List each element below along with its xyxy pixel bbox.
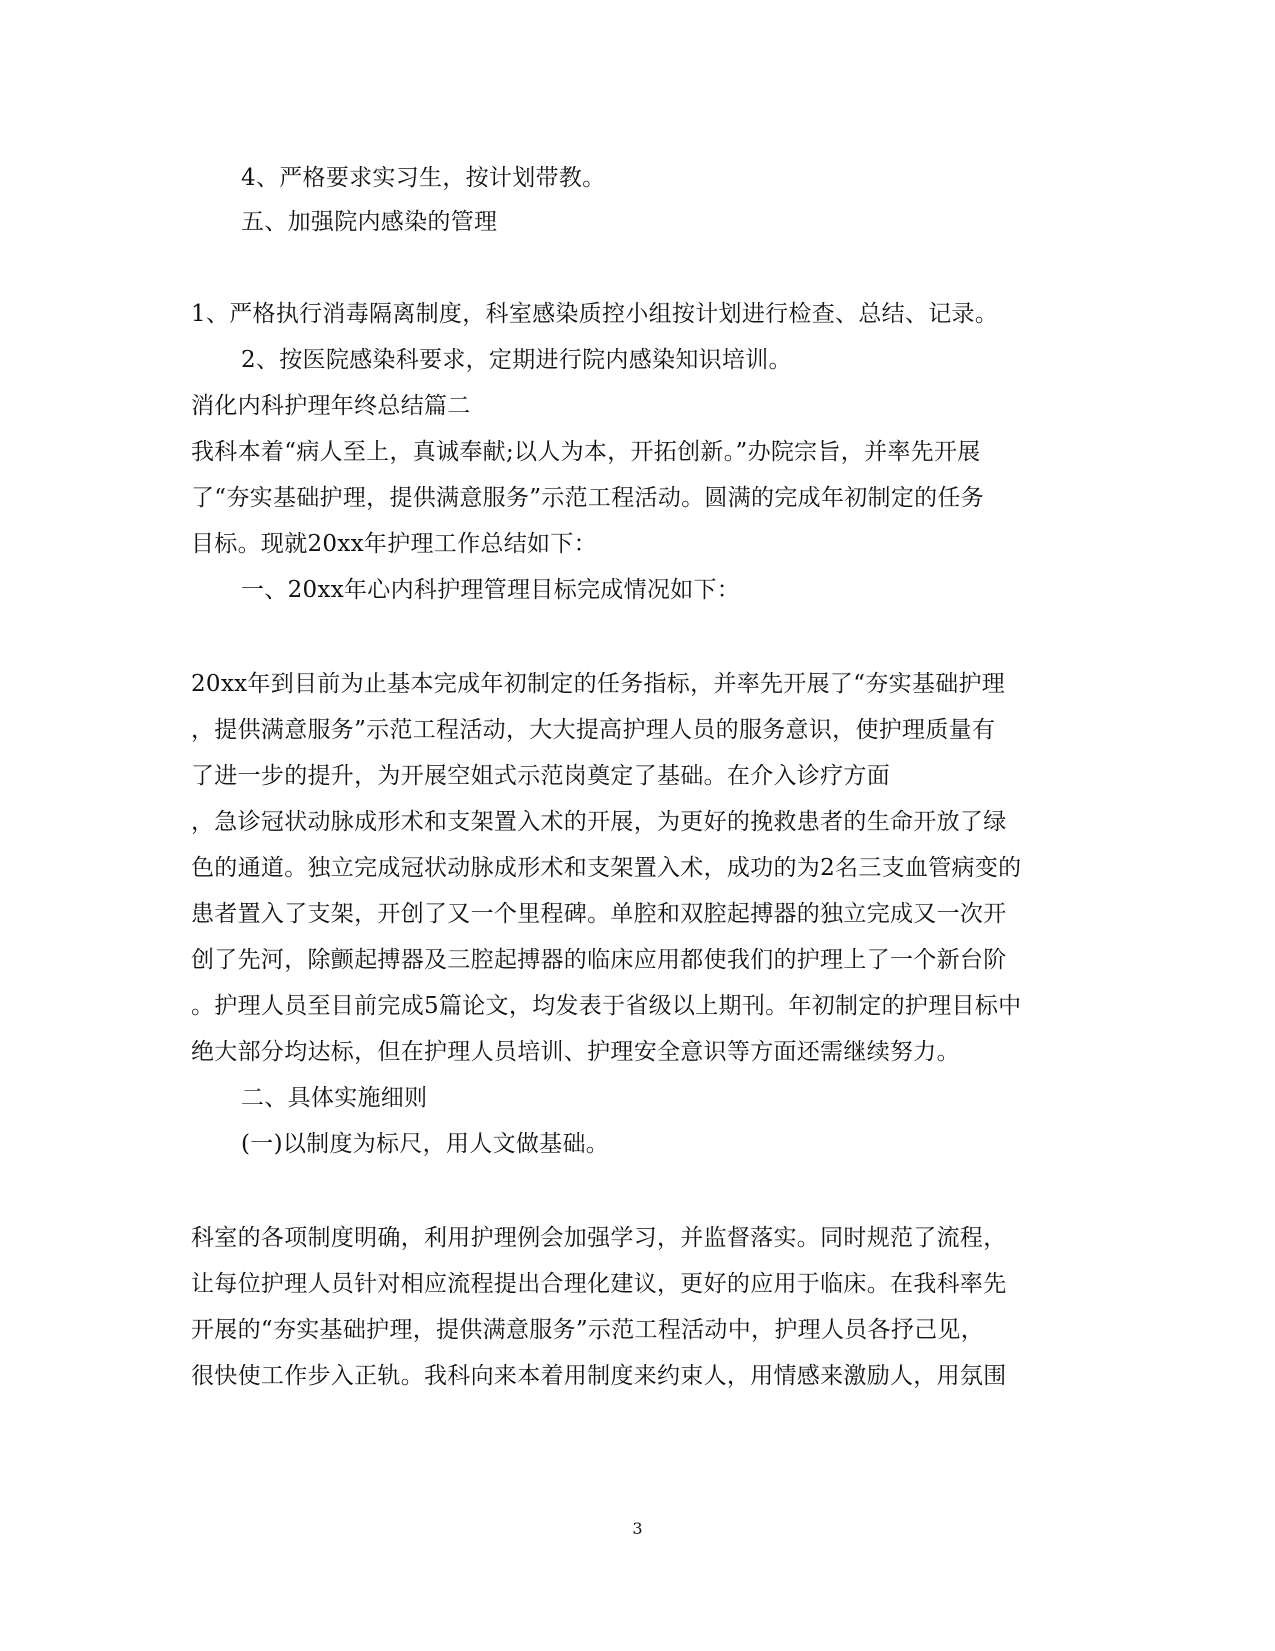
paragraph-line: 了进一步的提升，为开展空姐式示范岗奠定了基础。在介入诊疗方面 [191, 763, 890, 789]
paragraph-line: 了“夯实基础护理，提供满意服务”示范工程活动。圆满的完成年初制定的任务 [191, 485, 985, 511]
paragraph-line: 让每位护理人员针对相应流程提出合理化建议，更好的应用于临床。在我科率先 [191, 1271, 1007, 1297]
subsection-heading: (一)以制度为标尺，用人文做基础。 [241, 1131, 610, 1157]
page-number: 3 [632, 1519, 643, 1538]
paragraph-line: ，提供满意服务”示范工程活动，大大提高护理人员的服务意识，使护理质量有 [191, 717, 996, 743]
paragraph-line: 我科本着“病人至上，真诚奉献;以人为本，开拓创新。”办院宗旨，并率先开展 [191, 439, 981, 465]
paragraph-line: 科室的各项制度明确，利用护理例会加强学习，并监督落实。同时规范了流程， [191, 1225, 1007, 1251]
section-heading-goals: 一、20xx年心内科护理管理目标完成情况如下： [241, 577, 741, 603]
section-heading-implementation: 二、具体实施细则 [241, 1085, 428, 1111]
paragraph-line: 色的通道。独立完成冠状动脉成形术和支架置入术，成功的为2名三支血管病变的 [191, 855, 1022, 881]
paragraph-line: 绝大部分均达标，但在护理人员培训、护理安全意识等方面还需继续努力。 [191, 1039, 960, 1065]
paragraph-line: 。护理人员至目前完成5篇论文，均发表于省级以上期刊。年初制定的护理目标中 [191, 993, 1022, 1019]
paragraph-line: 20xx年到目前为止基本完成年初制定的任务指标，并率先开展了“夯实基础护理 [191, 671, 1006, 697]
paragraph-line: 很快使工作步入正轨。我科向来本着用制度来约束人，用情感来激励人，用氛围 [191, 1363, 1007, 1389]
paragraph-line: 创了先河，除颤起搏器及三腔起搏器的临床应用都使我们的护理上了一个新台阶 [191, 947, 1007, 973]
paragraph-line: ，急诊冠状动脉成形术和支架置入术的开展，为更好的挽救患者的生命开放了绿 [191, 809, 1007, 835]
paragraph-line: 开展的“夯实基础护理，提供满意服务”示范工程活动中，护理人员各抒己见， [191, 1317, 985, 1343]
list-item-training: 2、按医院感染科要求，定期进行院内感染知识培训。 [241, 347, 792, 373]
list-item-interns: 4、严格要求实习生，按计划带教。 [241, 165, 606, 191]
article-title: 消化内科护理年终总结篇二 [191, 393, 471, 419]
list-item-disinfection: 1、严格执行消毒隔离制度，科室感染质控小组按计划进行检查、总结、记录。 [191, 301, 999, 327]
paragraph-line: 目标。现就20xx年护理工作总结如下： [191, 531, 597, 557]
paragraph-line: 患者置入了支架，开创了又一个里程碑。单腔和双腔起搏器的独立完成又一次开 [191, 901, 1007, 927]
section-heading-infection: 五、加强院内感染的管理 [241, 209, 498, 235]
